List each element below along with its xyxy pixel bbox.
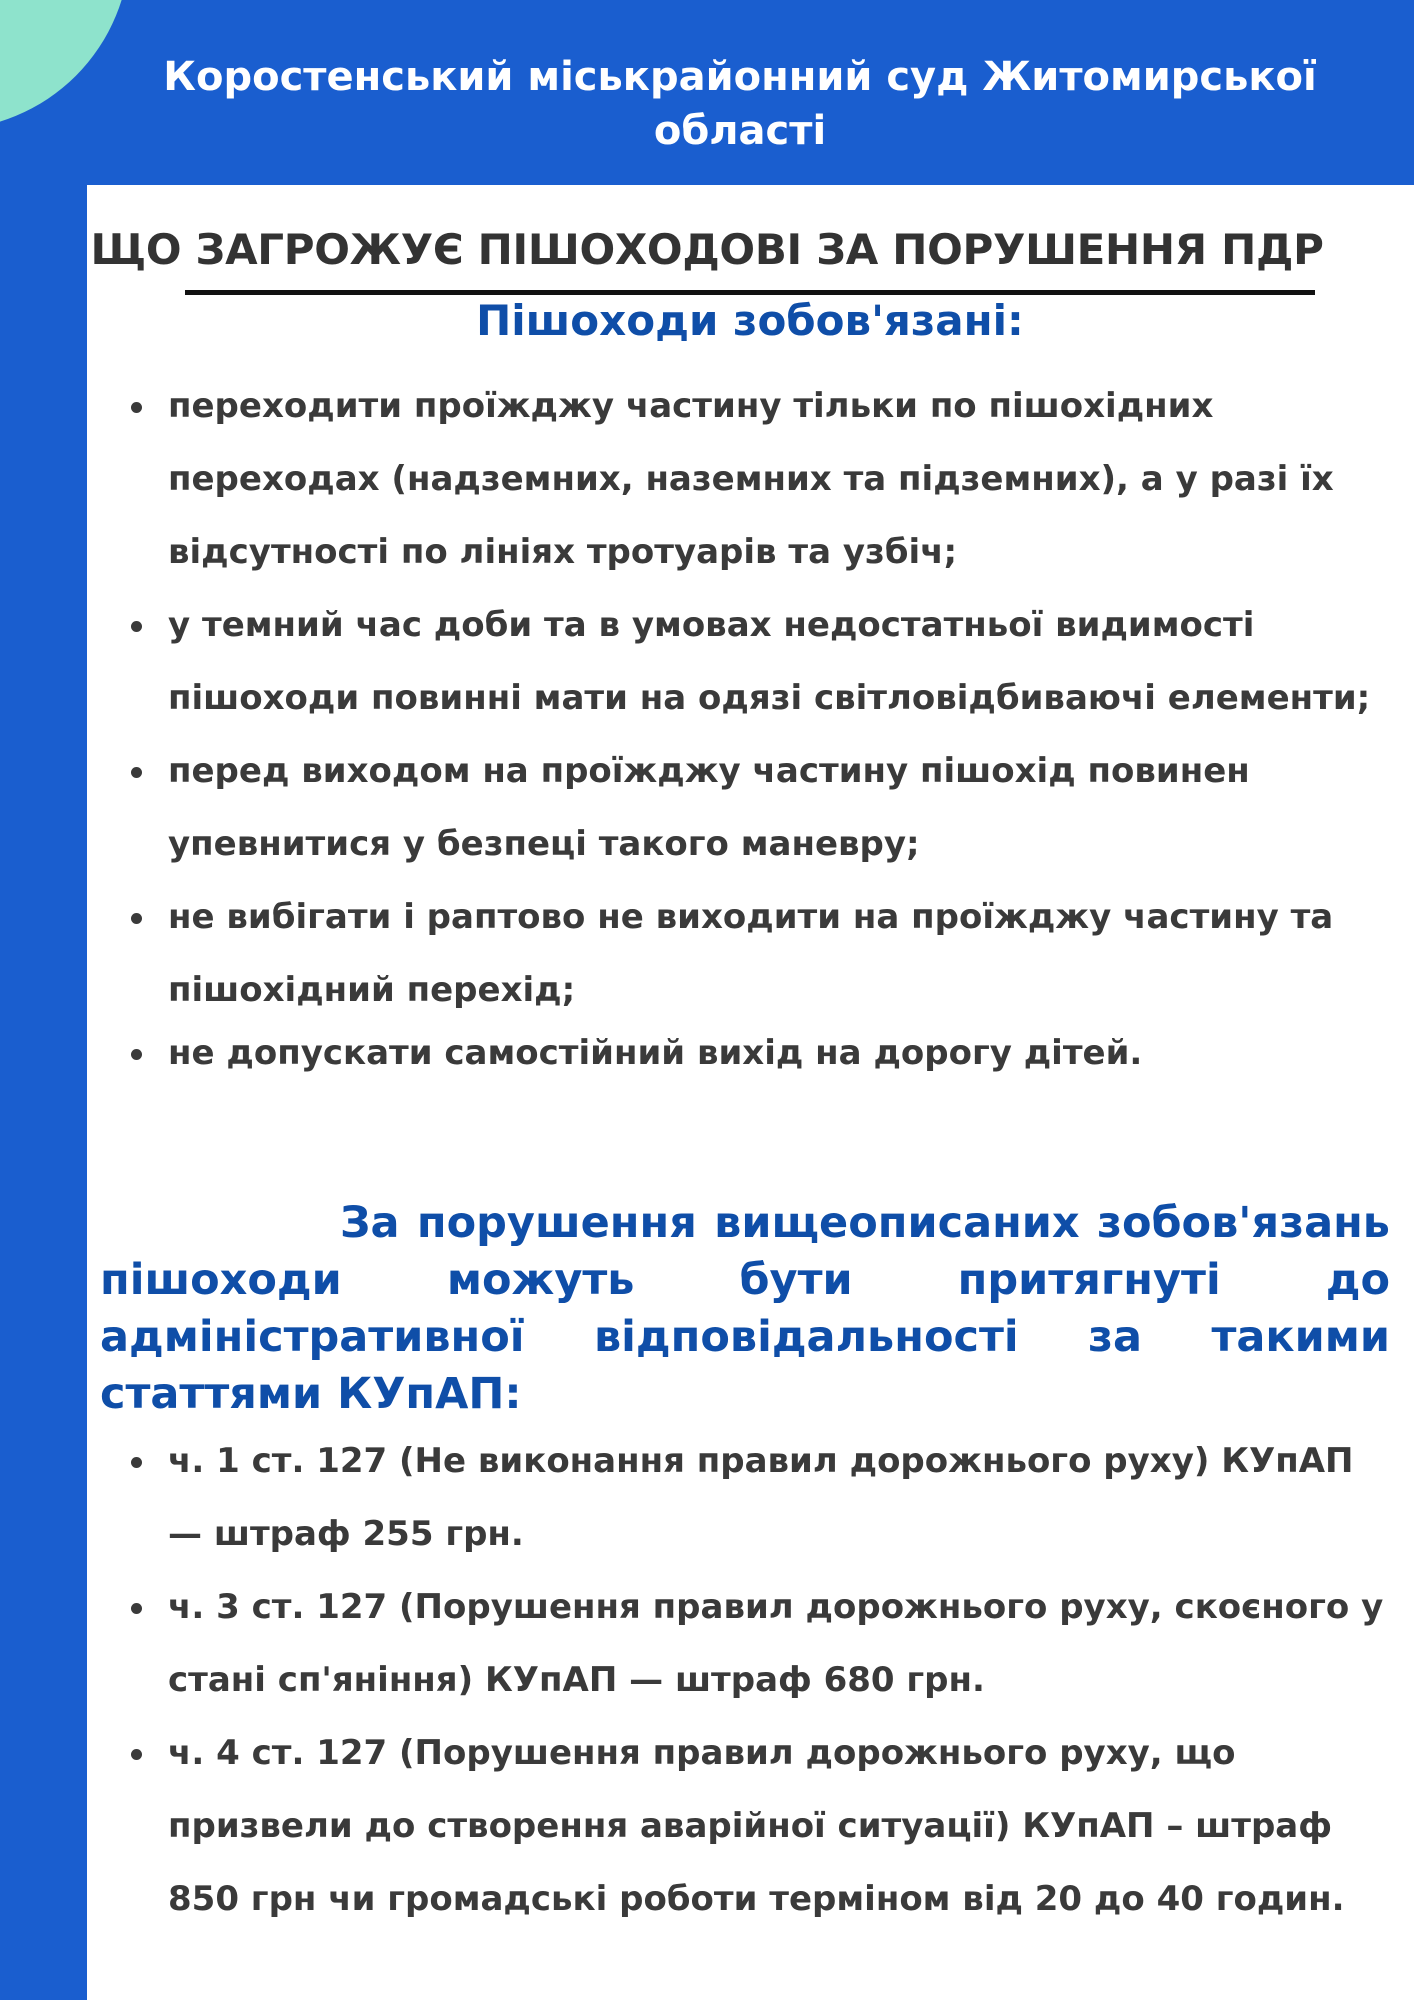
list-item <box>125 881 1395 1027</box>
document-title: ЩО ЗАГРОЖУЄ ПІШОХОДОВІ ЗА ПОРУШЕННЯ ПДР <box>90 225 1324 274</box>
duties-list <box>125 370 1395 1090</box>
bullet-icon <box>131 1457 142 1468</box>
duty-text: не допускати самостійний вихід на дорогу дітей. <box>168 1033 1143 1073</box>
penalties-list <box>125 1425 1395 1936</box>
title-underline <box>185 290 1315 295</box>
bullet-icon <box>131 767 142 778</box>
bullet-icon <box>131 1603 142 1614</box>
penalty-text: ч. 1 ст. 127 (Не виконання правил дорожнього руху) КУпАП — штраф 255 грн. <box>168 1441 1354 1554</box>
duties-heading: Пішоходи зобов'язані: <box>476 296 1024 345</box>
bullet-icon <box>131 621 142 632</box>
bullet-icon <box>131 913 142 924</box>
list-item <box>125 589 1395 735</box>
list-item <box>125 1717 1395 1936</box>
duty-text: перед виходом на проїжджу частину пішохід повинен упевнитися у безпеці такого маневру; <box>168 751 1250 864</box>
list-item <box>125 1571 1395 1717</box>
duty-text: не вибігати і раптово не виходити на проїжджу частину та пішохідний перехід; <box>168 897 1334 1010</box>
penalty-intro: За порушення вищеописаних зобов'язань пішоходи можуть бути притягнуті до адміністративної відповідальності за такими статтями КУпАП: <box>100 1198 1390 1419</box>
duty-text: у темний час доби та в умовах недостатньої видимості пішоходи повинні мати на одязі світловідбиваючі елементи; <box>168 605 1371 718</box>
list-item <box>125 1425 1395 1571</box>
duty-text: переходити проїжджу частину тільки по пішохідних переходах (надземних, наземних та підземних), а у разі їх відсутності по лініях тротуарів та узбіч; <box>168 386 1334 572</box>
bullet-icon <box>131 402 142 413</box>
list-item <box>125 1017 1395 1090</box>
list-item <box>125 735 1395 881</box>
penalty-text: ч. 3 ст. 127 (Порушення правил дорожнього руху, скоєного у стані сп'яніння) КУпАП — штраф 680 грн. <box>168 1587 1384 1700</box>
list-item <box>125 370 1395 589</box>
bullet-icon <box>131 1049 142 1060</box>
bullet-icon <box>131 1749 142 1760</box>
penalty-text: ч. 4 ст. 127 (Порушення правил дорожнього руху, що призвели до створення аварійної ситуації) КУпАП – штраф 850 грн чи громадські роботи терміном від 20 до 40 годин. <box>168 1733 1345 1919</box>
court-name-header: Коростенський міськрайонний суд Житомирської області <box>163 54 1317 154</box>
